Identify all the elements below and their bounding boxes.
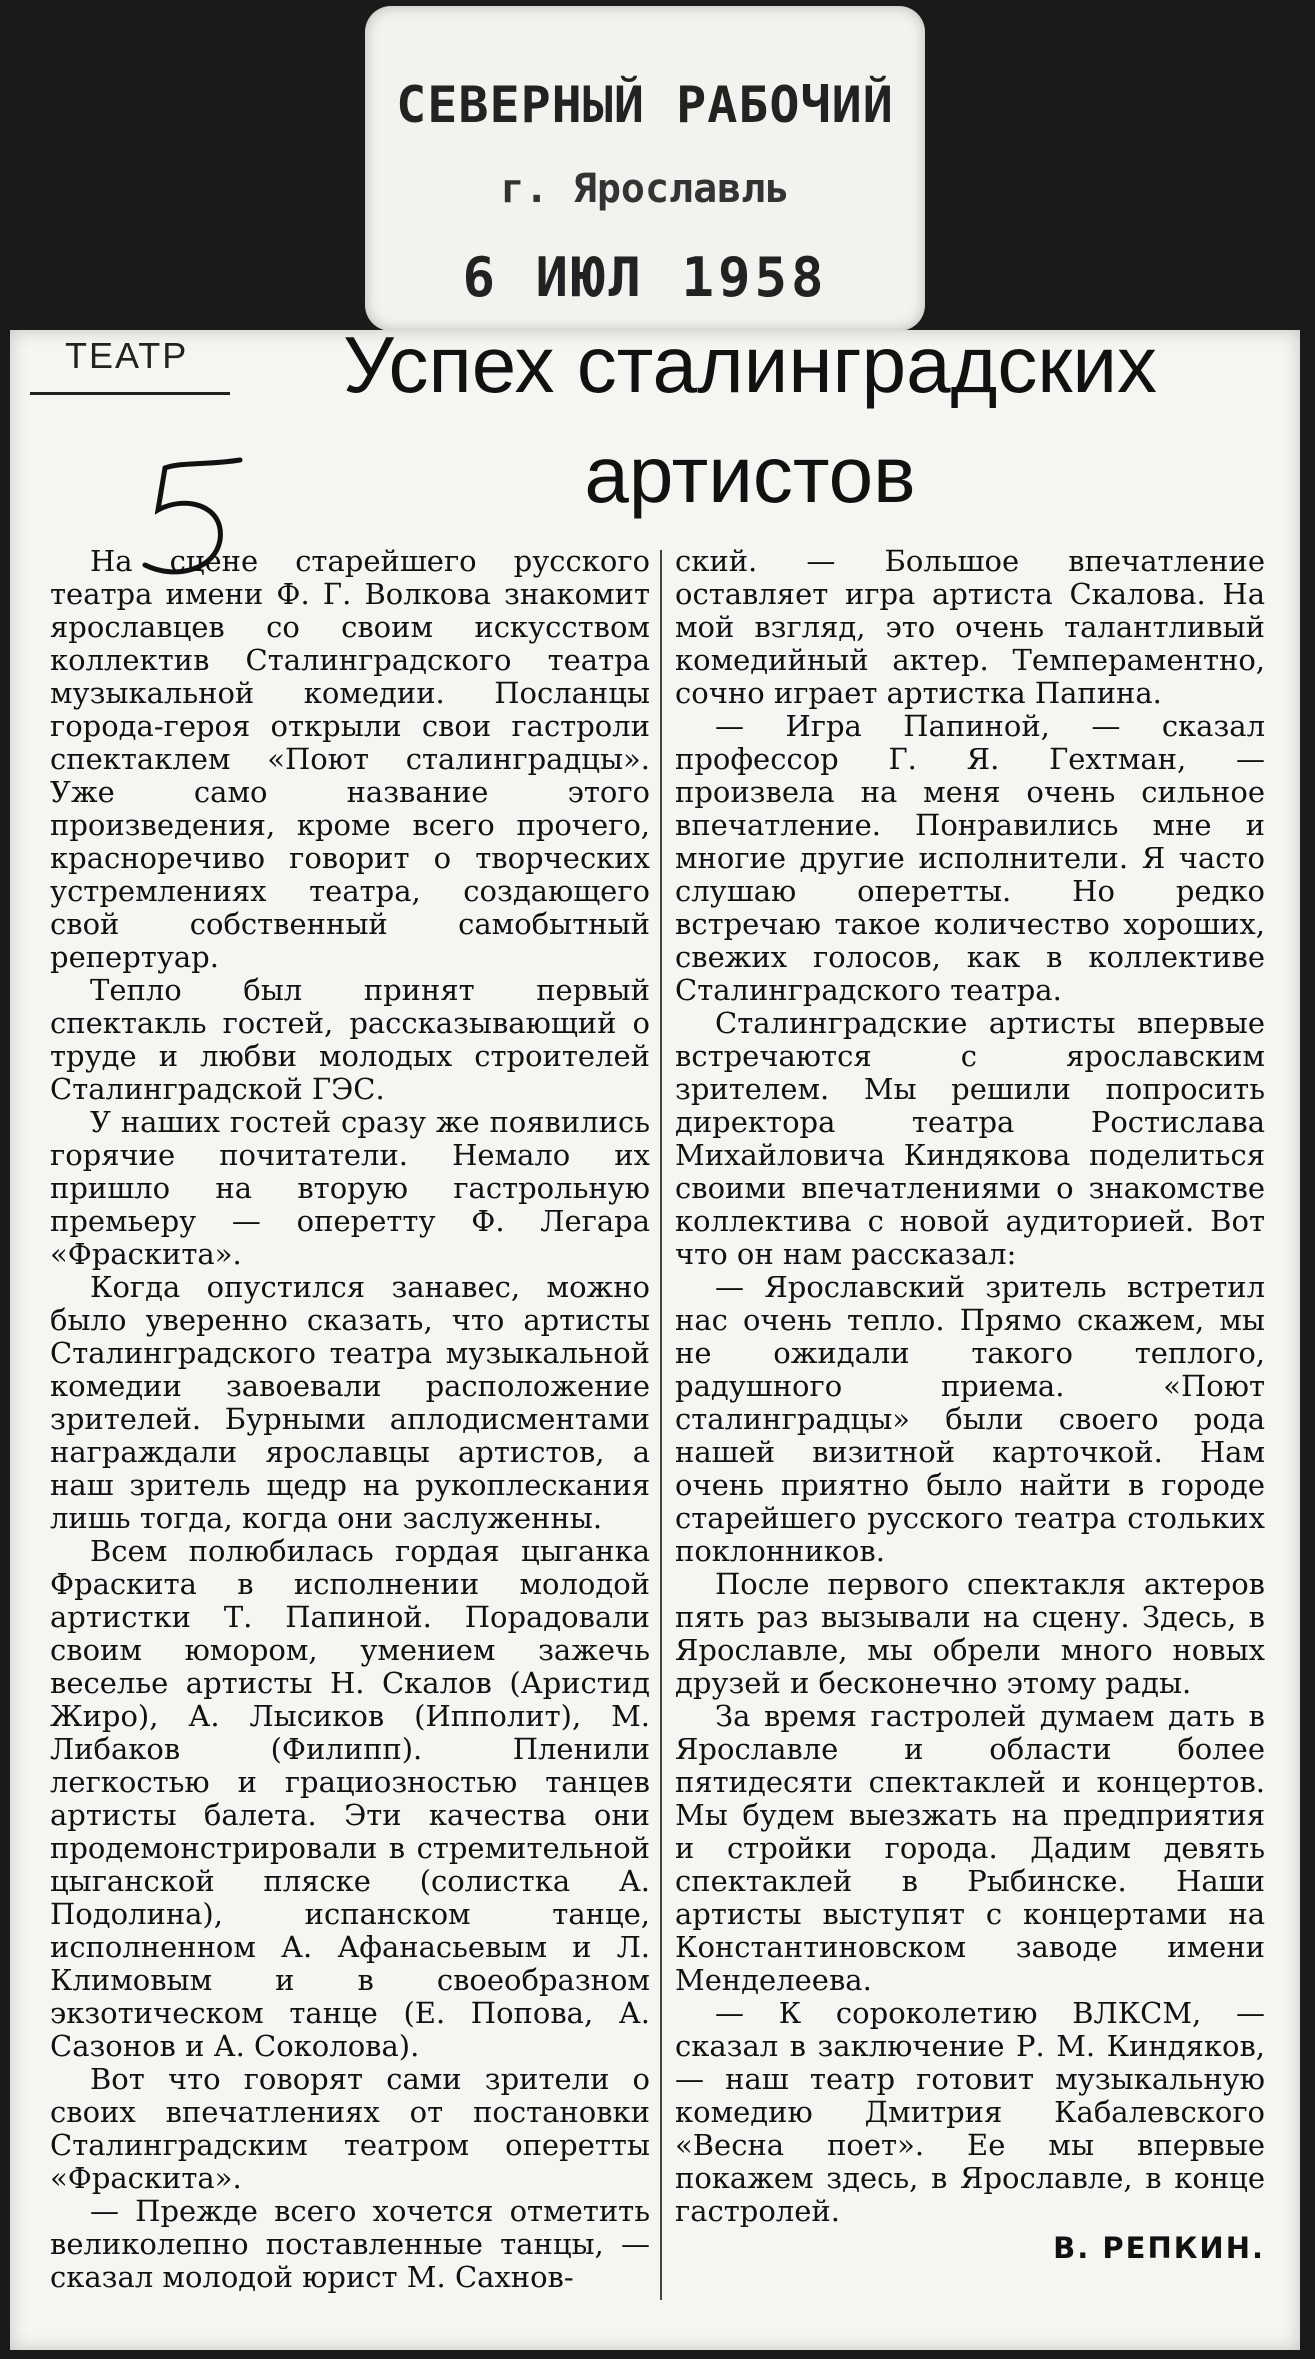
newspaper-stamp	[365, 6, 925, 331]
paragraph: Всем полюбилась гордая цыганка Фраскита в исполнении молодой артистки Т. Папиной. Порадовали своим юмором, умением зажечь веселье артисты Н. Скалов (Аристид Жиро), А. Лысиков (Ипполит), М. Либаков (Филипп). Пленили легкостью и грациозностью танцев артисты балета. Эти качества они продемонстрировали в стремительной цыганской пляске (солистка А. Подолина), испанском танце, исполненном А. Афанасьевым и Л. Климовым и в своеобразном экзотическом танце (Е. Попова, А. Сазонов и А. Соколова).	[50, 1534, 650, 2063]
author-signature: В. РЕПКИН.	[1053, 2231, 1265, 2265]
paragraph: — К сороколетию ВЛКСМ, — сказал в заключение Р. М. Киндяков, — наш театр готовит музыкальную комедию Дмитрия Кабалевского «Весна поет». Ее мы впервые покажем здесь, в Ярославле, в конце гастролей.	[675, 1996, 1265, 2228]
rubric-label: ТЕАТР	[65, 335, 189, 376]
paragraph: Вот что говорят сами зрители о своих впечатлениях от постановки Сталинградским театром оперетты «Фраскита».	[50, 2062, 650, 2195]
paragraph: Сталинградские артисты впервые встречаются с ярославским зрителем. Мы решили попросить директора театра Ростислава Михайловича Киндякова поделиться своими впечатлениями о знакомстве коллектива с новой аудиторией. Вот что он нам рассказал:	[675, 1006, 1265, 1271]
paragraph: У наших гостей сразу же появились горячие почитатели. Немало их пришло на вторую гастрольную премьеру — оперетту Ф. Легара «Фраскита».	[50, 1105, 650, 1271]
column-divider	[660, 550, 662, 2300]
paragraph: Тепло был принят первый спектакль гостей, рассказывающий о труде и любви молодых строителей Сталинградской ГЭС.	[50, 973, 650, 1106]
paragraph: ский. — Большое впечатление оставляет игра артиста Скалова. На мой взгляд, это очень талантливый комедийный актер. Темпераментно, сочно играет артистка Папина.	[675, 544, 1265, 710]
article-right-column	[675, 545, 1265, 2265]
paragraph: За время гастролей думаем дать в Ярославле и области более пятидесяти спектаклей и концертов. Мы будем выезжать на предприятия и стройки города. Дадим девять спектаклей в Рыбинске. Наши артисты выступят с концертами на Константиновском заводе имени Менделеева.	[675, 1699, 1265, 1997]
rubric-underline	[30, 392, 230, 395]
paragraph: — Ярославский зритель встретил нас очень тепло. Прямо скажем, мы не ожидали такого теплого, радушного приема. «Поют сталинградцы» были своего рода нашей визитной карточкой. Нам очень приятно было найти в городе старейшего русского театра стольких поклонников.	[675, 1270, 1265, 1568]
paragraph: На сцене старейшего русского театра имени Ф. Г. Волкова знакомит ярославцев со своим искусством коллектив Сталинградского театра музыкальной комедии. Посланцы города-героя открыли свои гастроли спектаклем «Поют сталинградцы». Уже само название этого произведения, кроме всего прочего, красноречиво говорит о творческих устремлениях театра, создающего свой собственный самобытный репертуар.	[50, 544, 650, 974]
newspaper-clipping	[10, 320, 1300, 2350]
paragraph: После первого спектакля актеров пять раз вызывали на сцену. Здесь, в Ярославле, мы обрели много новых друзей и бесконечно этому рады.	[675, 1567, 1265, 1700]
paragraph: Когда опустился занавес, можно было уверенно сказать, что артисты Сталинградского театра музыкальной комедии завоевали расположение зрителей. Бурными аплодисментами награждали ярославцы артистов, а наш зритель щедр на рукоплескания лишь тогда, когда они заслуженны.	[50, 1270, 650, 1535]
article-left-column	[50, 545, 650, 2294]
paragraph: — Игра Папиной, — сказал профессор Г. Я. Гехтман, — произвела на меня очень сильное впечатление. Понравились мне и многие другие исполнители. Я часто слушаю оперетты. Но редко встречаю такое количество хороших, свежих голосов, как в коллективе Сталинградского театра.	[675, 709, 1265, 1007]
stamp-city: г. Ярославль	[500, 166, 790, 212]
stamp-newspaper-name: СЕВЕРНЫЙ РАБОЧИЙ	[396, 76, 894, 134]
article-headline: Успех сталинградских артистов	[342, 320, 1158, 519]
stamp-date: 6 ИЮЛ 1958	[462, 246, 828, 309]
paragraph: — Прежде всего хочется отметить великолепно поставленные танцы, — сказал молодой юрист М. Сахнов-	[50, 2194, 650, 2294]
